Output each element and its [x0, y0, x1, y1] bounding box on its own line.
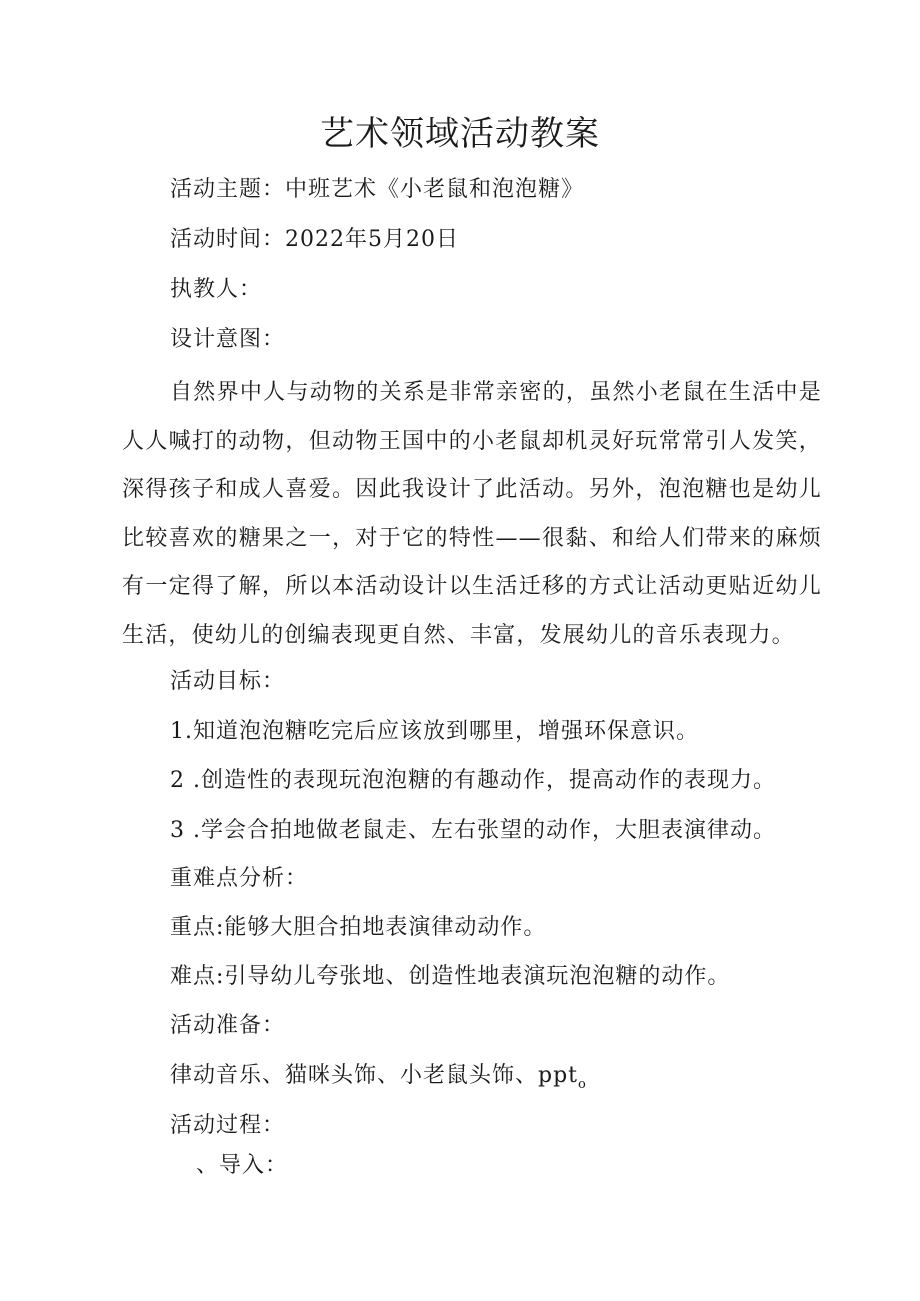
goal-item-3: 3 .学会合拍地做老鼠走、左右张望的动作，大胆表演律动。 [170, 818, 776, 843]
intro-step: 、导入： [196, 1153, 289, 1178]
goal-item-1: 1.知道泡泡糖吃完后应该放到哪里，增强环保意识。 [170, 719, 699, 744]
activity-time: 活动时间：2022年5月20日 [170, 227, 459, 252]
goals-heading: 活动目标： [170, 669, 286, 694]
key-point: 重点:能够大胆合拍地表演律动动作。 [170, 915, 547, 940]
process-heading: 活动过程： [170, 1113, 286, 1138]
preparation-suffix: o [578, 1077, 587, 1092]
preparation-items: 律动音乐、猫咪头饰、小老鼠头饰、ppt [170, 1063, 579, 1088]
preparation-heading: 活动准备： [170, 1013, 286, 1038]
goal-item-2: 2 .创造性的表现玩泡泡糖的有趣动作，提高动作的表现力。 [170, 768, 776, 793]
design-intent-paragraph: 自然界中人与动物的关系是非常亲密的，虽然小老鼠在生活中是人人喊打的动物，但动物王国中的小老鼠却机灵好玩常常引人发笑，深得孩子和成人喜爱。因此我设计了此活动。另外，泡泡糖也是幼儿比较喜欢的糖果之一，对于它的特性——很黏、和给人们带来的麻烦有一定得了解，所以本活动设计以生活迁移的方式让活动更贴近幼儿生活，使幼儿的创编表现更自然、丰富，发展幼儿的音乐表现力。 [122, 380, 822, 648]
teacher-line: 执教人： [170, 277, 263, 302]
activity-theme: 活动主题：中班艺术《小老鼠和泡泡糖》 [170, 177, 585, 202]
design-intent-heading: 设计意图： [170, 327, 286, 352]
preparation-text [170, 1060, 587, 1101]
analysis-heading: 重难点分析： [170, 866, 309, 891]
document-title: 艺术领域活动教案 [320, 114, 600, 154]
difficult-point: 难点:引导幼儿夸张地、创造性地表演玩泡泡糖的动作。 [170, 964, 731, 989]
